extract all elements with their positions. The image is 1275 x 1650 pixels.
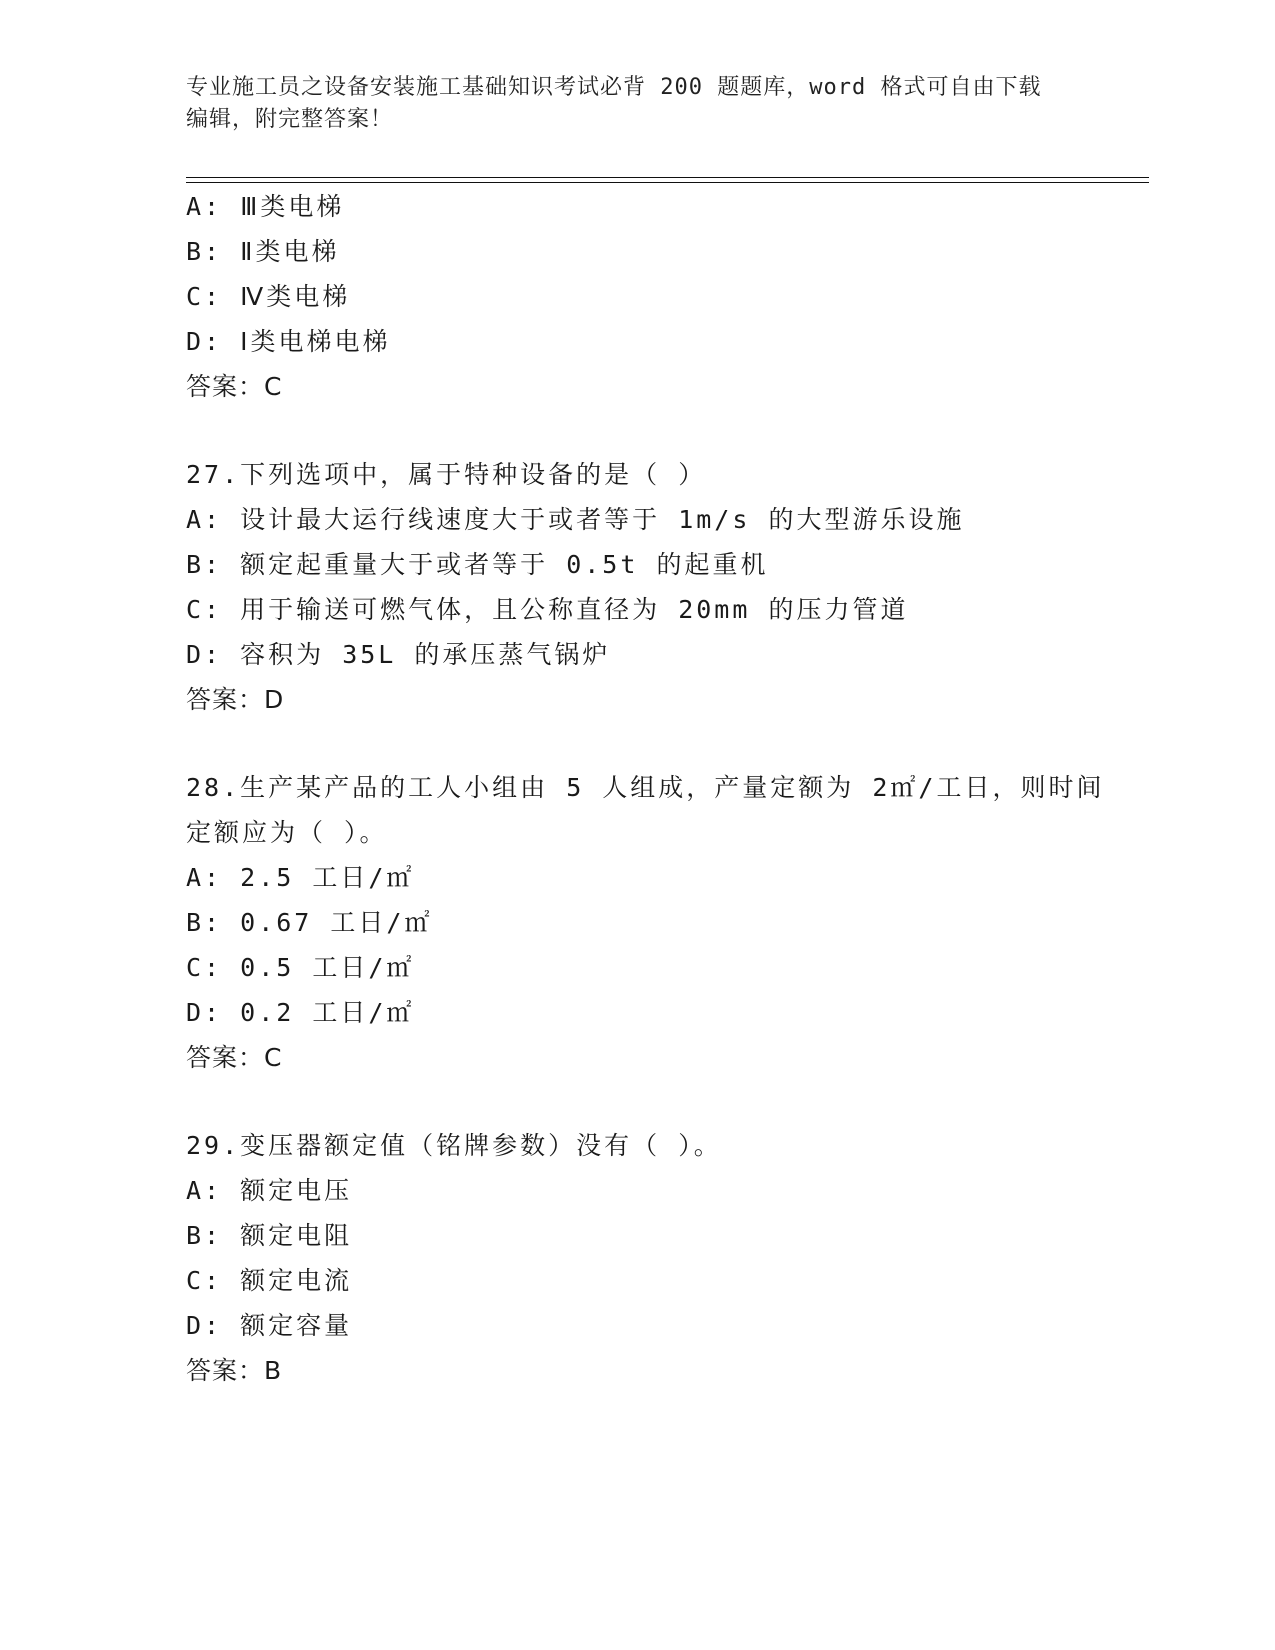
q29-option-d: D: 额定容量 [186, 1311, 353, 1340]
q27-question: 27.下列选项中，属于特种设备的是（ ） [186, 460, 707, 489]
q28-question-line2: 定额应为（ ）。 [186, 818, 388, 847]
header-divider-top [186, 177, 1149, 178]
q26-option-a: A: Ⅲ类电梯 [186, 192, 345, 221]
q28-option-b: B: 0.67 工日/㎡ [186, 908, 433, 937]
q29-option-a: A: 额定电压 [186, 1176, 353, 1205]
q28-question-line1: 28.生产某产品的工人小组由 5 人组成，产量定额为 2㎡/工日，则时间 [186, 773, 1105, 802]
q29-option-b: B: 额定电阻 [186, 1221, 353, 1250]
q27-answer: 答案：D [186, 685, 285, 714]
q26-option-c: C: Ⅳ类电梯 [186, 282, 351, 311]
header-title-line1: 专业施工员之设备安装施工基础知识考试必背 200 题题库，word 格式可自由下载 [186, 75, 1042, 100]
header-divider-bottom [186, 182, 1149, 183]
q27-option-b: B: 额定起重量大于或者等于 0.5t 的起重机 [186, 550, 769, 579]
header-title-line2: 编辑，附完整答案！ [186, 107, 394, 132]
q28-option-a: A: 2.5 工日/㎡ [186, 863, 415, 892]
document-header [186, 72, 1066, 136]
q28-answer: 答案：C [186, 1043, 283, 1072]
q26-option-b: B: Ⅱ类电梯 [186, 237, 340, 266]
q27-option-c: C: 用于输送可燃气体，且公称直径为 20mm 的压力管道 [186, 595, 909, 624]
q27-option-a: A: 设计最大运行线速度大于或者等于 1m/s 的大型游乐设施 [186, 505, 965, 534]
q29-answer: 答案：B [186, 1356, 283, 1385]
q27-option-d: D: 容积为 35L 的承压蒸气锅炉 [186, 640, 611, 669]
q26-answer: 答案：C [186, 372, 283, 401]
q28-option-d: D: 0.2 工日/㎡ [186, 998, 415, 1027]
q28-option-c: C: 0.5 工日/㎡ [186, 953, 415, 982]
q29-option-c: C: 额定电流 [186, 1266, 353, 1295]
q29-question: 29.变压器额定值（铭牌参数）没有（ ）。 [186, 1131, 722, 1160]
q26-option-d: D: Ⅰ类电梯电梯 [186, 327, 391, 356]
